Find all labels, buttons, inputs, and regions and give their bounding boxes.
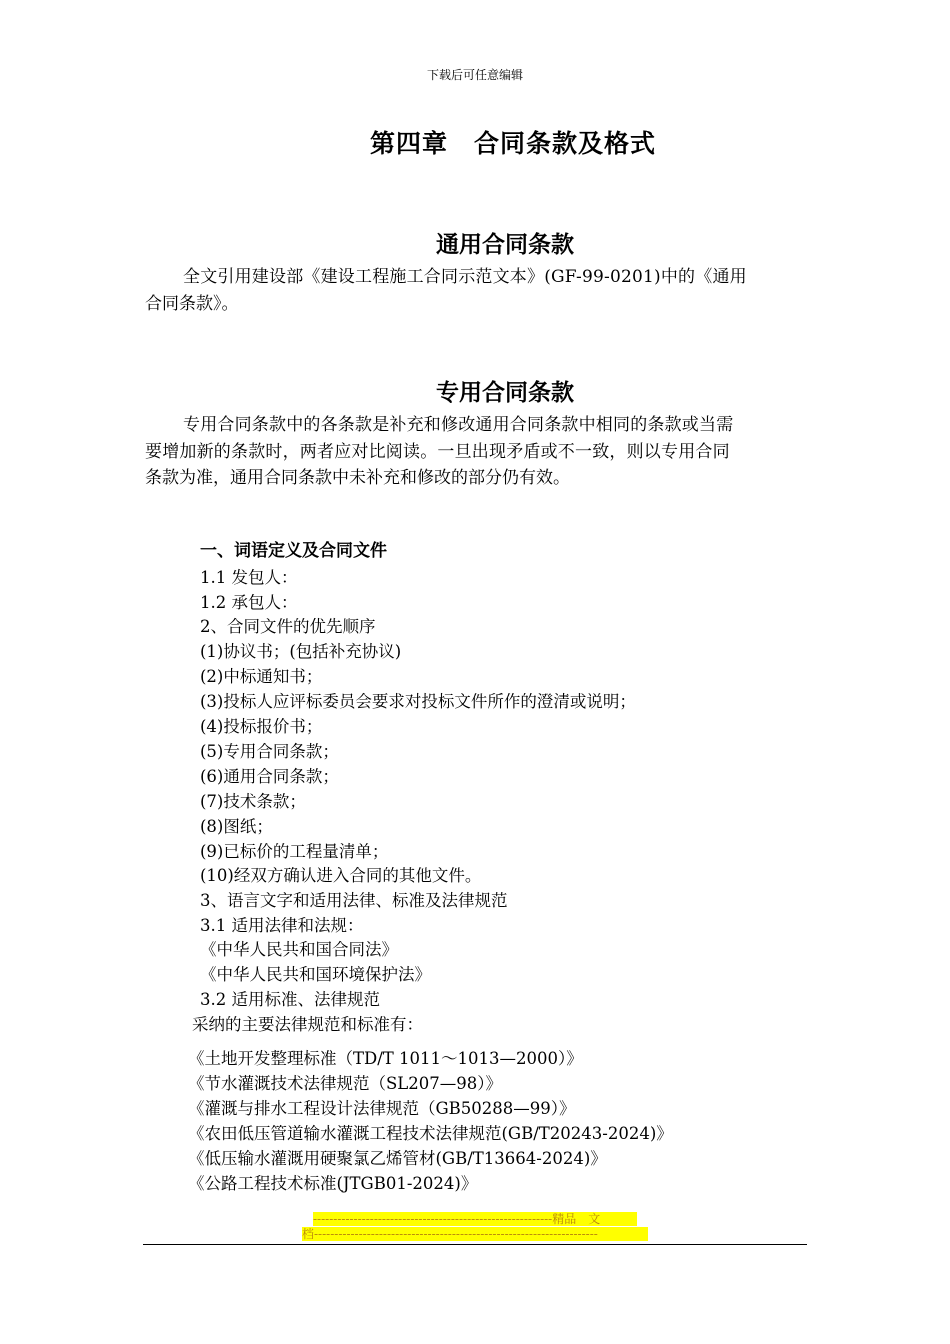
clause-heading-definitions: 一、词语定义及合同文件 [200,541,387,561]
special-section-line-2: 要增加新的条款时，两者应对比阅读。一旦出现矛盾或不一致，则以专用合同 [145,442,730,462]
general-section-line-1: 全文引用建设部《建设工程施工合同示范文本》(GF-99-0201)中的《通用 [183,267,747,287]
clause-item: (7)技术条款； [200,792,306,811]
clause-item: 3.1 适用法律和法规： [200,916,364,935]
clause-item: (10)经双方确认进入合同的其他文件。 [200,866,482,885]
clause-item: 3、语言文字和适用法律、标准及法律规范 [200,891,508,910]
footer-divider [143,1244,807,1245]
general-section-line-2: 合同条款》。 [145,294,239,314]
clause-item: (1)协议书；(包括补充协议) [200,642,402,661]
standard-item: 《公路工程技术标准(JTGB01-2024)》 [188,1174,478,1193]
standard-item: 《节水灌溉技术法律规范（SL207—98）》 [188,1074,502,1093]
clause-item: 3.2 适用标准、法律规范 [200,990,380,1009]
clause-item: (3)投标人应评标委员会要求对投标文件所作的澄清或说明； [200,692,636,711]
clause-item: 2、合同文件的优先顺序 [200,617,376,636]
general-section-title: 通用合同条款 [436,232,574,258]
clause-item: 《中华人民共和国环境保护法》 [200,965,431,984]
standard-item: 《灌溉与排水工程设计法律规范（GB50288—99）》 [188,1099,576,1118]
special-section-line-3: 条款为准，通用合同条款中未补充和修改的部分仍有效。 [145,468,570,488]
clause-item: (5)专用合同条款； [200,742,339,761]
standard-item: 《农田低压管道输水灌溉工程技术法律规范(GB/T20243-2024)》 [188,1124,673,1143]
clause-item: 1.2 承包人： [200,593,298,612]
clause-item: 采纳的主要法律规范和标准有： [192,1015,423,1034]
clause-item: (2)中标通知书； [200,667,323,686]
special-section-title: 专用合同条款 [436,380,574,406]
clause-item: 1.1 发包人： [200,568,298,587]
header-note: 下载后可任意编辑 [426,68,523,82]
chapter-title: 第四章 合同条款及格式 [370,129,657,158]
footer-watermark-line-1: -----------------------------------------------------------精品 文 [313,1212,637,1226]
clause-item: (8)图纸； [200,817,273,836]
special-section-line-1: 专用合同条款中的各条款是补充和修改通用合同条款中相同的条款或当需 [183,415,734,435]
standard-item: 《低压输水灌溉用硬聚氯乙烯管材(GB/T13664-2024)》 [188,1149,607,1168]
clause-item: (9)已标价的工程量清单； [200,842,389,861]
clause-item: 《中华人民共和国合同法》 [200,940,398,959]
standard-item: 《土地开发整理标准（TD/T 1011～1013—2000）》 [188,1049,583,1068]
clause-item: (4)投标报价书； [200,717,323,736]
clause-item: (6)通用合同条款； [200,767,339,786]
footer-watermark-line-2: 档---------------------------------------------------------------------- [302,1227,648,1241]
